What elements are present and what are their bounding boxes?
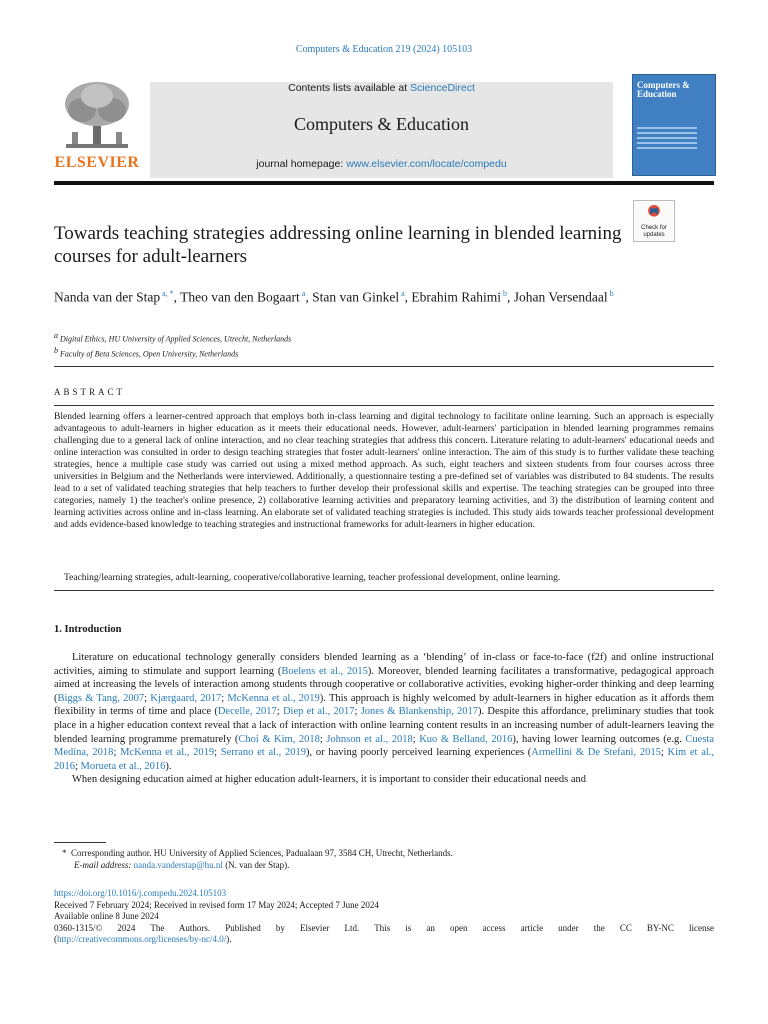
article-title: Towards teaching strategies addressing online learning in blended learning courses for adult-learners (54, 223, 622, 267)
introduction-body (54, 651, 714, 787)
intro-paragraph-2: When designing education aimed at higher education adult-learners, it is important to consider their educational needs and (72, 774, 587, 786)
citation-link[interactable]: Cuesta Medina, 2018 (54, 733, 714, 759)
abstract-heading: ABSTRACT (54, 387, 126, 397)
citation-link[interactable]: Morueta et al., 2016 (80, 760, 166, 772)
license-url-line: (http://creativecommons.org/licenses/by-nc/4.0/). (54, 934, 232, 945)
citation-link[interactable]: Choi & Kim, 2018 (238, 733, 320, 745)
citation-link[interactable]: Kim et al., 2016 (54, 747, 715, 772)
affiliation-item: $^b$ Faculty of Beta Sciences, Open University, Netherlands (54, 345, 239, 359)
author-name[interactable]: Ebrahim Rahimi (411, 289, 501, 305)
license-statement: 0360-1315/© 2024 The Authors. Published by Elsevier Ltd. This is an open access article under the CC BY-NC license (54, 922, 714, 933)
check-for-updates-badge[interactable] (633, 200, 675, 242)
author-name[interactable]: Johan Versendaal (513, 289, 608, 305)
keywords: Teaching/learning strategies, adult-learning, cooperative/collaborative learning, teacher professional development, online learning. (64, 573, 561, 583)
homepage-prefix: journal homepage: (256, 158, 347, 170)
article-front-matter (54, 888, 714, 946)
intro-paragraph-1: Literature on educational technology generally considers blended learning as a ‘blending’ of in-class or face-to-face (f2f) and online instructional activities, aiming to stimulate and support learning (Boelens et al., 2015). Moreover, blended learning facilitates a transformative, pedagogical approach aimed at increasing the levels of interaction among students through cooperative or collaborative activities, evoking higher-order thinking and deep learning (Biggs & Tang, 2007; Kjærgaard, 2017; McKenna et al., 2019). This approach is highly welcomed by adult-learners in higher education as it affords them flexibility in terms of time and place (Decelle, 2017; Diep et al., 2017; Jones & Blankenship, 2017). Despite this affordance, preliminary studies that took place in a higher education context reveal that a lack of interaction with online learning content results in an increasing number of adult-learners leaving the blended learning programme prematurely (Choi & Kim, 2018; Johnson et al., 2018; Kuo & Belland, 2016), having lower learning outcomes (e.g. Cuesta Medina, 2018; McKenna et al., 2019; Serrano et al., 2019), or having poorly perceived learning experiences (Armellini & De Stefani, 2015; Kim et al., 2016; Morueta et al., 2016). (54, 652, 715, 772)
citation-link[interactable]: McKenna et al., 2019 (120, 747, 215, 759)
citation-link[interactable]: Johnson et al., 2018 (326, 733, 413, 745)
available-online: Available online 8 June 2024 (54, 911, 159, 922)
affiliation-item: $^a$ Digital Ethics, HU University of Applied Sciences, Utrecht, Netherlands (54, 331, 292, 344)
footnote (54, 847, 714, 871)
section-heading: 1. Introduction (54, 624, 122, 635)
cover-title: Computers & Education (637, 80, 690, 99)
cover-decoration (637, 127, 697, 152)
doi-link[interactable]: https://doi.org/10.1016/j.compedu.2024.105103 (54, 888, 227, 898)
citation-link[interactable]: Kuo & Belland, 2016 (419, 733, 513, 745)
author-affiliation-mark[interactable]: a (299, 289, 306, 298)
citation-link[interactable]: McKenna et al., 2019 (227, 692, 320, 704)
citation-link[interactable]: Boelens et al., 2015 (281, 665, 368, 677)
author-name[interactable]: Theo van den Bogaart (180, 289, 300, 305)
author-name[interactable]: Nanda van der Stap (54, 289, 161, 305)
abstract-text: Blended learning offers a learner-centred approach that employs both in-class learning and digital technology to facilitate online learning. Such an approach is especially advantageous to adult-learners in higher education as it meets their educational needs. However, adult-learners' participation in blended learning programmes remains challenging due to a general lack of online interaction, and no clear teaching strategies that address this concern. Literature relating to adult-learners' educational needs and online interaction was consulted in order to design teaching strategies that foster adult-learners' online interaction. The aim of this study is to further validate these teaching strategies, hence a multiple case study was carried out using a mixed method approach. As such, eight teachers and sixteen students from four courses across three universities in Belgium and the Netherlands were interviewed. Additionally, a questionnaire testing a pre-defined set of variables was distributed to 84 students. The results lead to a set of validated teaching strategies that help teachers to further develop their professional skills and expertise. The teaching strategies can be grouped into three categories, namely 1) the teacher's online presence, 2) collaborative learning activities and preparatory learning activities, and 3) the distribution of learning content and learning activities across online and in-class learning. An elaborate set of validated teaching strategies is included. This study aids towards teacher professional development and adds evidence-based knowledge to teaching strategies and instructional frameworks for adult-learners in higher education. (54, 412, 714, 530)
masthead-divider (54, 181, 714, 185)
license-link[interactable]: http://creativecommons.org/licenses/by-nc/4.0/ (57, 934, 227, 945)
citation-link[interactable]: Jones & Blankenship, 2017 (360, 706, 479, 718)
journal-title: Computers & Education (294, 114, 469, 134)
journal-masthead (150, 82, 613, 178)
citation-link[interactable]: Kjærgaard, 2017 (150, 692, 222, 704)
author-affiliation-mark[interactable]: b (501, 289, 507, 298)
received-dates: Received 7 February 2024; Received in revised form 17 May 2024; Accepted 7 June 2024 (54, 899, 379, 910)
homepage-line (150, 158, 613, 170)
abstract-rule-bottom (54, 590, 714, 591)
journal-cover-thumbnail[interactable] (632, 74, 716, 176)
journal-reference[interactable]: Computers & Education 219 (2024) 105103 (295, 44, 473, 55)
contents-line (150, 82, 613, 94)
abstract-rule-mid (54, 405, 714, 406)
citation-link[interactable]: Decelle, 2017 (217, 706, 277, 718)
check-badge-text: Check for updates (641, 225, 667, 238)
elsevier-wordmark: ELSEVIER (54, 154, 140, 171)
sciencedirect-link[interactable]: ScienceDirect (410, 82, 475, 94)
corresponding-author-note: * Corresponding author. HU University of Applied Sciences, Padualaan 97, 3584 CH, Utrecht, Netherlands. (62, 848, 453, 858)
citation-link[interactable]: Diep et al., 2017 (282, 706, 355, 718)
citation-link[interactable]: Biggs & Tang, 2007 (57, 692, 145, 704)
abstract-rule-top (54, 366, 714, 367)
citation-link[interactable]: Armellini & De Stefani, 2015 (531, 747, 661, 759)
journal-homepage-link[interactable]: www.elsevier.com/locate/compedu (346, 158, 507, 170)
contents-prefix: Contents lists available at (288, 82, 411, 94)
email-note: E-mail address: nanda.vanderstap@hu.nl (N. van der Stap). (74, 860, 290, 870)
author-affiliation-mark[interactable]: b (607, 289, 614, 298)
elsevier-logo (54, 80, 140, 176)
author-list: Nanda van der Stap $^{a, *}$, Theo van den Bogaart $^a$, Stan van Ginkel $^a$, Ebrahim Rahimi $^b$, Johan Versendaal $^b$ (54, 289, 614, 305)
citation-link[interactable]: Serrano et al., 2019 (220, 747, 307, 759)
affiliations (54, 330, 291, 359)
author-affiliation-mark[interactable]: a, * (160, 289, 174, 298)
author-affiliation-mark[interactable]: a (399, 289, 405, 298)
email-link[interactable]: nanda.vanderstap@hu.nl (133, 860, 223, 870)
footnote-rule (54, 842, 106, 843)
author-name[interactable]: Stan van Ginkel (312, 289, 400, 305)
elsevier-tree-icon (60, 80, 134, 152)
